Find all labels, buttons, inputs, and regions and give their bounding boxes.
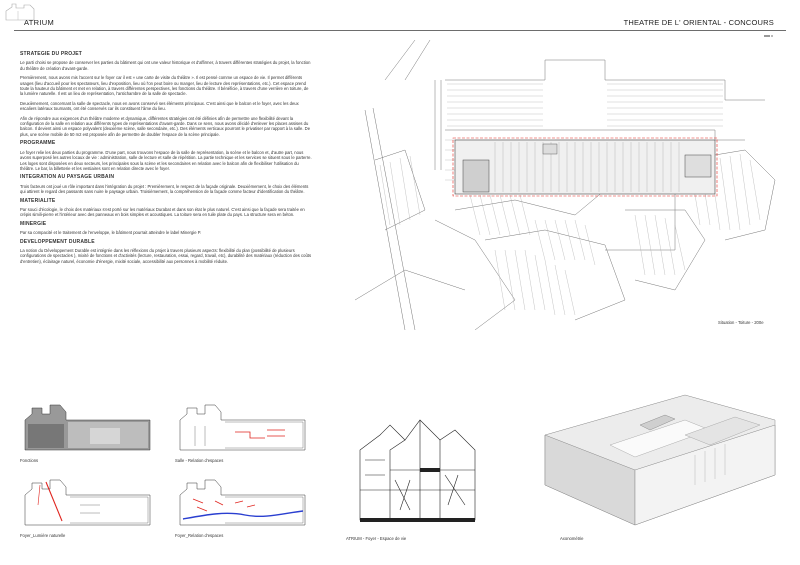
site-plan-drawing	[345, 40, 785, 330]
section-heading: DEVELOPPEMENT DURABLE	[20, 238, 95, 245]
header-divider	[14, 30, 786, 31]
paragraph: Trois facteurs ont joué un rôle important dans l'intégration du projet : Premièrement, le respect de la façade originale. Deuxièmement, le choix des éléments qui attirent le regard des passants sans nuire le paysage urbain. Troisièmement, la compréhension de la façade comme facteur d'identification du théâtre.	[20, 183, 309, 195]
paragraph: La notion du Développement Durable est intégrée dans les réflexions du projet à travers plusieurs aspects: flexibilité du plan (possibilité de plusieurs configurations de spectacles ), mixité de fonctions et d'activités (lecture, restauration, essai, regard, travail, etc), durabilité des matériaux (réduction des coûts d'entretien), éclairage naturel, économie d'énergie, mixité sociale, accessibilité aux personnes à mobilité réduite.	[20, 247, 312, 264]
section-programme	[20, 141, 312, 171]
fonctions-section-drawing	[20, 400, 155, 455]
section-minergie	[20, 222, 312, 236]
site-plan-caption: Situation - Toiture - 200e	[718, 320, 764, 325]
paragraph: Premièrement, nous avons mis l'accent sur le foyer car il est « une carte de visite du théâtre ». Il est pensé comme un espace de vie. Il permet différents usages (lieu d'accueil pour les spectateurs, lieu d'exposition, lieu où l'on peut boire ou manger, lieu de lecture des représentations, etc.). Cet espace prend toute la hauteur du bâtiment et met en relation, à travers différentes perspectives, les fonctions du théâtre. Il bénéficie, à travers d'une verrière en toiture, de la lumière naturelle. Il est un lieu de représentation, l'antichambre de la salle de spectacle.	[20, 75, 309, 97]
axonometry-drawing	[535, 375, 785, 540]
section-integration	[20, 175, 312, 194]
lumiere-caption: Foyer_Lumière naturelle	[20, 533, 66, 538]
lumiere-section-drawing	[20, 475, 155, 530]
axonometry-caption: Axonométrie	[560, 536, 584, 541]
paragraph: Le foyer relie les deux parties du programme. D'une part, nous trouvons l'espace de la salle de représentation, la scène et le balcon et, d'autre part, nous avons superposé les autres locaux de vie : administration, salle de lecture et salle de répétition. La partie technique et les services se situent sous le parterre. Les loges sont disposées en deux secteurs, les principales sous la scène et les secondaires en relation avec le balcon afin de flexibiliser l'utilisation du théâtre. Le bar, la billetterie et les vestiaires sont en relation directe avec le foyer.	[20, 149, 312, 171]
section-heading: MINERGIE	[20, 220, 47, 227]
section-materialite	[20, 199, 312, 218]
atrium-caption: ATRIUM - Foyer - Espace de vie	[346, 536, 407, 541]
paragraph: Le parti choisi se propose de conserver les parties du bâtiment qui ont une valeur historique et d'affirmer, à travers différentes stratégies du projet, la fonction du théâtre de création d'avant-garde.	[20, 60, 311, 71]
paragraph: Par sa compacité et le traitement de l'enveloppe, le bâtiment pourrait atteindre le label Minergie P.	[20, 230, 202, 236]
paragraph: Deuxièmement, concernant la salle de spectacle, nous en avons conservé ses éléments principaux. C'est ainsi que le balcon et le foyer, avec les deux escaliers latéraux tournants, ont été conservés car ils constituent l'âme du lieu.	[20, 100, 299, 112]
competition-title: THEATRE DE L' ORIENTAL - CONCOURS	[623, 18, 774, 27]
section-heading: MATERIALITE	[20, 197, 56, 204]
atrium-section-drawing	[350, 410, 490, 535]
section-strategie	[20, 52, 312, 137]
salle-section-drawing	[175, 400, 310, 455]
paragraph: Afin de répondre aux exigences d'un théâtre moderne et dynamique, différentes stratégies ont été définies afin de permettre une flexibilité devant la configuration de la salle en relation aux différents types de représentations d'avant-garde. Dans ce sens, nous avons décidé d'enlever les places assises du balcon. Il devient ainsi un espace polyvalent (deuxième scène, salle secondaire, etc.). Des éléments verticaux pourront le privatiser par rapport à la salle. De plus, une scène mobile de 50 m2 est proposée afin de permettre de doubler l'espace de la scène principale.	[20, 115, 311, 137]
paragraph: Par souci d'écologie, le choix des matériaux s'est porté sur les matériaux Durabat et dans son état le plus naturel. C'est ainsi que la façade sera traitée en crépis simili-pierre et l'intérieur avec des panneaux en bois simples et acoustiques. La toiture sera en tuile plate du pays. La structure sera en béton.	[20, 206, 305, 218]
section-developpement	[20, 240, 312, 265]
relation-section-drawing	[175, 475, 310, 530]
project-title: ATRIUM	[24, 18, 54, 27]
salle-caption: Salle - Relation d'espaces	[175, 458, 224, 463]
section-heading: PROGRAMME	[20, 140, 56, 147]
section-heading: STRATEGIE DU PROJET	[20, 51, 83, 57]
project-description	[20, 52, 312, 268]
section-heading: INTEGRATION AU PAYSAGE URBAIN	[20, 174, 115, 181]
relation-caption: Foyer_Relation d'espaces	[175, 533, 224, 538]
fonctions-caption: Fonctions	[20, 458, 39, 463]
small-arrow-icon	[764, 34, 774, 38]
